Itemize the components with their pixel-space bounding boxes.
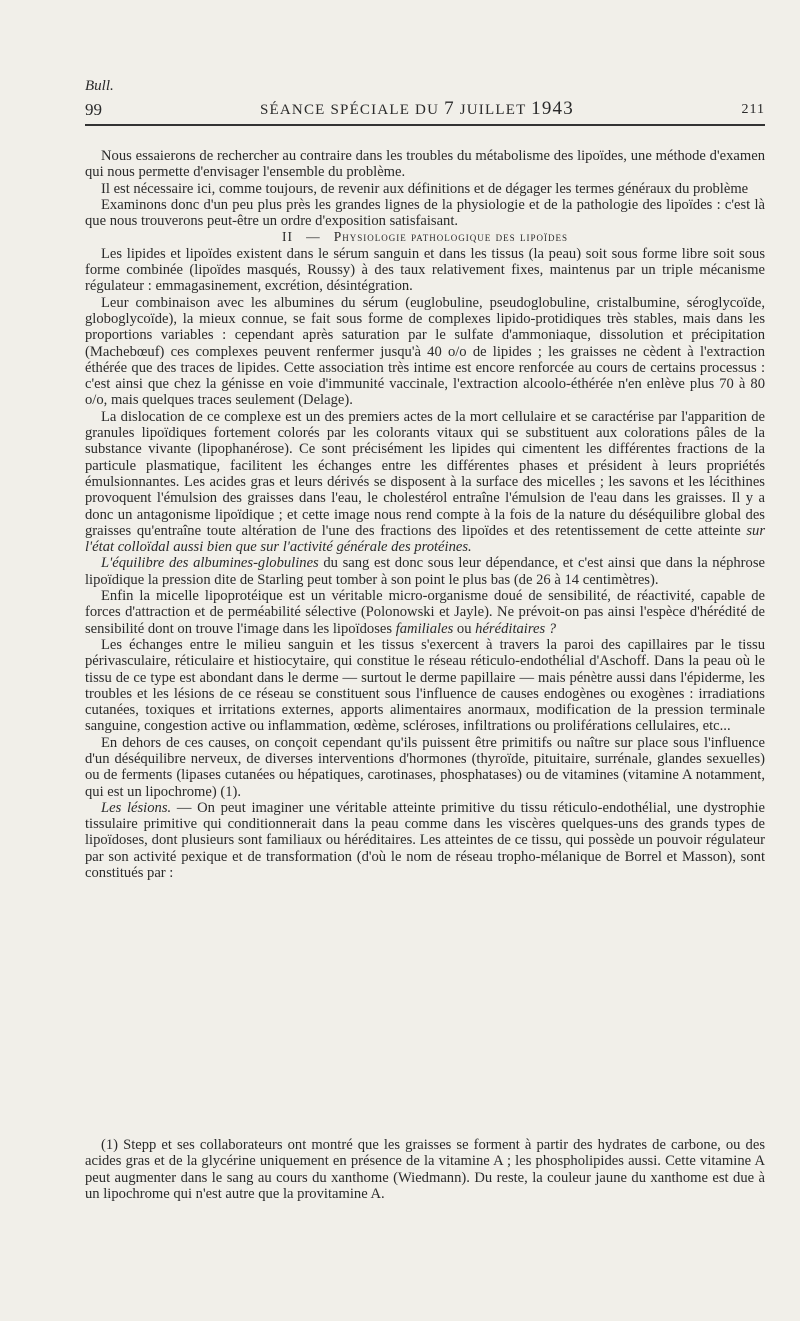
section-title: Physiologie pathologique des lipoïdes (333, 229, 569, 245)
section-dash: — (306, 229, 321, 245)
paragraph-lipids: Les lipides et lipoïdes existent dans le sérum sanguin et dans les tissus (la peau) soit sous forme libre soit sous forme combinée (lipoïdes masqués, Roussy) à des taux relativement fixes, maintenus par un triple mécanisme régulateur : emmagasinement, excrétion, désintégration. (85, 245, 765, 295)
page-number: 211 (741, 102, 765, 117)
paragraph-lesions: Les lésions. — On peut imaginer une véritable atteinte primitive du tissu réticulo-endothélial, une dystrophie tissulaire primitive qui conditionnerait dans la peau comme dans les viscères quelques-uns des grands types de lipoïdoses, dont plusieurs sont familiaux ou héréditaires. Les atteintes de ce tissu, qui possède un pouvoir régulateur par son activité pexique et de transformation (d'où le nom de réseau tropho-mélanique de Borrel et Masson), sont constitués par : (85, 799, 766, 882)
title-month: JUILLET (459, 102, 527, 118)
footnote-text: (1) Stepp et ses collaborateurs ont montré que les graisses se forment à partir des hydrates de carbone, ou des acides gras et de la glycérine uniquement en présence de la vitamine A ; les phospholipides aussi. Cette vitamine A peut augmenter dans le sang au cours du xanthome (Wiedmann). Du reste, la couleur jaune du xanthome est due à un lipochrome qui n'est autre que la provitamine A. (85, 1137, 765, 1202)
section-number: II (281, 229, 293, 245)
intro-paragraph-1: Nous essaierons de rechercher au contraire dans les troubles du métabolisme des lipoïdes, une méthode d'examen qui nous permette d'envisager l'ensemble du problème. (85, 148, 765, 181)
paragraph-micelle: Enfin la micelle lipoprotéique est un véritable micro-organisme doué de sensibilité, de réactivité, capable de forces d'attraction et de perméabilité sélective (Polonowski et Jayle). Ne prévoit-on pas ainsi l'espèce d'hérédité de sensibilité dont on trouve l'image dans les lipoïdoses familiales ou héréditaires ? (85, 588, 765, 637)
footnote (85, 1137, 765, 1202)
running-header (85, 98, 765, 122)
main-text (85, 148, 765, 881)
title-year: 1943 (531, 98, 574, 119)
title-day: 7 (444, 98, 455, 119)
paragraph-dislocation: La dislocation de ce complexe est un des premiers actes de la mort cellulaire et se caractérise par l'apparition de granules lipoïdiques fortement colorés par les colorants vitaux qui se substituent aux colorations pâles de la substance vivante (lipophanérose). Ce sont précisément les lipides qui cimentent les différentes fractions de la particule plasmatique, facilitent les échanges entre les différentes phases et président à leurs propriétés émulsionnantes. Les acides gras et leurs dérivés se disposent à la surface des micelles ; les savons et les lécithines provoquent l'émulsion des graisses dans l'eau, le cholestérol entraîne l'émulsion de l'eau dans les graisses. Il y a donc un antagonisme lipoïdique ; et cette image nous rend compte à la fois de la nature du déséquilibre global des graisses qu'entraîne toute altération de l'une des fractions des lipoïdes et des retentissement de cette atteinte sur l'état colloïdal aussi bien que sur l'activité générale des protéines. (85, 408, 765, 556)
intro-paragraph-3: Examinons donc d'un peu plus près les grandes lignes de la physiologie et de la pathologie des lipoïdes : c'est là que nous trouverons peut-être un ordre d'exposition satisfaisant. (85, 196, 765, 230)
paragraph-exchanges: Les échanges entre le milieu sanguin et les tissus s'exercent à travers la paroi des capillaires par le tissu périvasculaire, réticulaire et histiocytaire, qui constitue le réseau réticulo-endothélial d'Aschoff. Dans la peau où le tissu de ce type est abondant dans le derme — surtout le derme papillaire — mais pénètre aussi dans l'épiderme, les troubles et les lésions de ce réseau se constituent sous l'influence de causes endogènes ou exogènes : irradiations cutanées, toxiques et irritations externes, apports alimentaires anormaux, modification de la pression terminale sanguine, congestion active ou inflammation, œdème, scléroses, infiltrations ou proliférations cellulaires, etc... (85, 636, 765, 735)
bulletin-number: 99 (85, 100, 102, 119)
paragraph-equilibrium: L'équilibre des albumines-globulines du sang est donc sous leur dépendance, et c'est ainsi que dans la néphrose lipoïdique la pression dite de Starling peut tomber à son point le plus bas (de 26 à 14 centimètres). (85, 555, 765, 588)
journal-abbreviation: Bull. (85, 78, 114, 94)
title-prefix: SÉANCE SPÉCIALE DU (260, 102, 440, 118)
paragraph-combination: Leur combinaison avec les albumines du sérum (euglobuline, pseudoglobuline, cristalbumine, séroglycoïde, globoglycoïde), la mieux connue, se fait sous forme de complexes lipido-protidiques très stables, mais dans les proportions variables : cependant après saturation par le sulfate d'ammoniaque, dissolution et précipitation (Machebœuf) ces complexes peuvent renfermer jusqu'à 40 o/o de lipides ; les graisses ne cèdent à l'extraction éthérée que des traces de lipides. Cette association très intime est encore renforcée au cours de certains processus : c'est ainsi que chez la génisse en voie d'immunité vaccinale, l'extraction alcoolo-éthérée n'en enlève plus 70 à 80 o/o, mais quelques traces seulement (Delage). (85, 294, 765, 409)
header-rule (85, 124, 765, 126)
section-heading (85, 229, 765, 245)
intro-paragraph-2: Il est nécessaire ici, comme toujours, de revenir aux définitions et de dégager les termes généraux du problème (101, 180, 749, 197)
session-title (260, 98, 574, 120)
paragraph-causes: En dehors de ces causes, on conçoit cependant qu'ils puissent être primitifs ou naître sur place sous l'influence d'un déséquilibre nerveux, de diverses interventions d'hormones (thyroïde, pituitaire, surrénale, glandes sexuelles) ou de ferments (lipases cutanées ou hépatiques, carotinases, phosphatases) ou de vitamines (vitamine A notamment, qui est un lipochrome) (1). (85, 734, 765, 800)
